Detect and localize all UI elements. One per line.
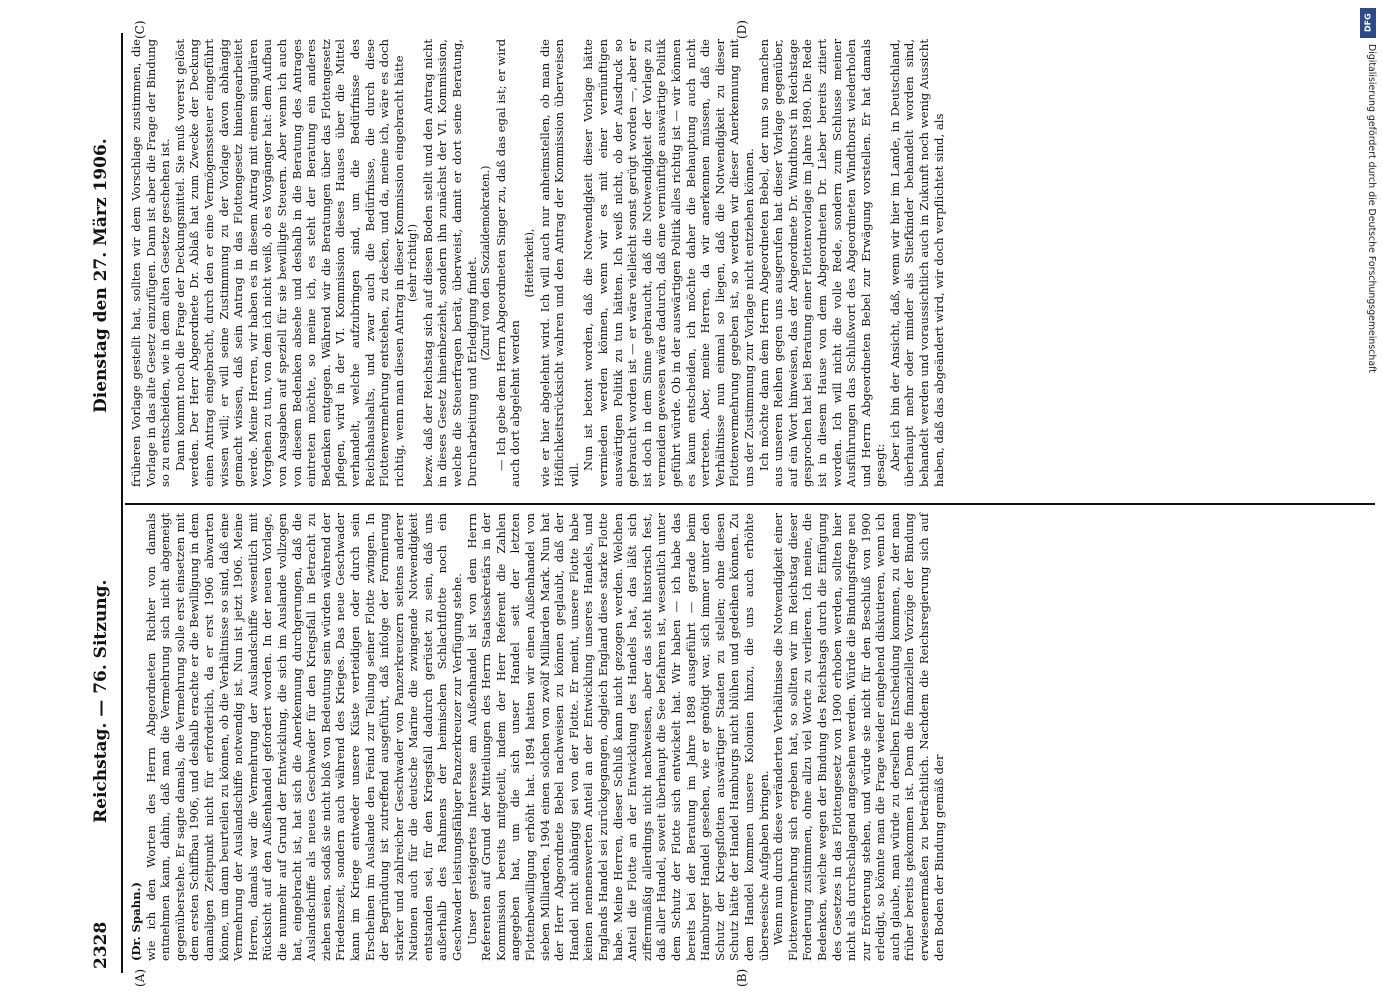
- right-paragraph: — Ich gebe dem Herrn Abgeordneten Singer zu, daß das egal ist; er wird auch dort abgelehnt werden: [493, 39, 523, 487]
- interjection: (Heiterkeit),: [523, 228, 537, 298]
- right-paragraph: wie er hier abgelehnt wird. Ich will auch nur anheimstellen, ob man die Höflichkeitsrücksicht wahren und den Antrag der Kommission überweisen will.: [537, 39, 581, 487]
- left-paragraph: Wenn nun durch diese veränderten Verhältnisse die Notwendigkeit einer Flottenvermehrung sich ergeben hat, so sollten wir im Reichstag dieser Forderung zustimmen, ohne allzu viel Worte zu verlieren. Ich meine, die Bedenken, welche wegen der Bindung des Reichstags durch die Einfügung des Gesetzes in das Flottengesetz von 1900 erhoben werden, sollten hier nicht als durchschlagend angesehen werden. Würde die Bindungsfrage neu zur Erörterung stehen, und würde sie nicht für den Beschluß von 1900 erledigt, so könnte man die Frage wieder eingehend diskutieren, wenn ich auch glaube, man würde zu derselben Entscheidung kommen, zu der man früher bereits gekommen ist. Denn die finanziellen Vorzüge der Bindung erwiesenermaßen zu beträchtlich. Nachdem die Reichsregierung sich auf den Boden der Bindung gemäß der: [771, 513, 946, 961]
- speaker-label: (Dr. Spahn.): [129, 881, 143, 961]
- dfg-logo: DFG: [1360, 8, 1376, 38]
- right-column: [129, 39, 946, 487]
- interjection: (Zuruf von den Sozialdemokraten.): [479, 165, 493, 361]
- margin-mark-d: (D): [735, 20, 749, 39]
- left-column: [129, 513, 946, 961]
- page-header: [85, 33, 123, 973]
- right-paragraph: bezw. daß der Reichstag sich auf diesen Boden stellt und den Antrag nicht in dieses Gesetz hineinbezieht, sondern ihn zunächst der VI. Kommission, welche die Steuerfragen berät, überweist, damit er dort seine Beratung, Durcharbeitung und Erledigung findet.: [420, 39, 479, 487]
- left-paragraph: Unser gesteigertes Interesse am Außenhandel ist von dem Herrn Referenten auf Grund der Mitteilungen des Herrn Staatssekretärs in der Kommission bereits mitgeteilt, indem der Herr Referent die Zahlen angegeben hat, um die sich unser Handel seit der letzten Flottenbewilligung erhöht hat. 1894 hatten wir einen Außenhandel von sieben Milliarden, 1904 einen solchen von zwölf Milliarden Mark. Nun hat der Herr Abgeordnete Bebel nachweisen zu können geglaubt, daß der Handel nicht abhängig sei von der Flotte. Er meint, unsere Flotte habe keinen nennenswerten Anteil an der Entwicklung unseres Handels, und Englands Handel sei zurückgegangen, obgleich England diese starke Flotte habe. Meine Herren, dieser Schluß kann nicht gezogen werden. Welchen Anteil die Flotte an der Entwicklung des Handels hat, das läßt sich ziffernmäßig allerdings nicht nachweisen, aber das steht historisch fest, daß aller Handel, soweit überhaupt die See befahren ist, wesentlich unter dem Schutz der Flotte sich entwickelt hat. Wir haben — ich habe das bereits bei der Beratung im Jahre 1898 ausgeführt — gerade beim Hamburger Handel gesehen, wie er genötigt war, sich immer unter den Schutz der Kriegsflotten auswärtiger Staaten zu stellen; ohne diesen Schutz hätte der Handel Hamburgs nicht blühen und gedeihen können. Zu dem Handel kommen unsere Kolonien hinzu, die uns auch erhöhte überseeische Aufgaben bringen.: [464, 513, 771, 961]
- right-paragraph: früheren Vorlage gestellt hat, sollten wir dem Vorschlage zustimmen, die Vorlage in das alte Gesetz einzufügen. Dann ist aber die Frage der Bindung so zu entscheiden, wie in dem alten Gesetze geschehen ist.: [129, 39, 173, 487]
- right-paragraph: Ich möchte dann dem Herrn Abgeordneten Bebel, der nun so manchen aus unseren Reihen gegen uns ausgerufen hat dieser Vorlage gegenüber, auf ein Wort hinweisen, das der Abgeordnete Dr. Windthorst in Reichstage gesprochen hat bei Beratung einer Flottenvorlage im Jahre 1890. Die Rede ist in diesem Hause von dem Abgeordneten Dr. Lieber bereits zitiert worden. Ich will nicht die volle Rede, sondern zum Schlusse meiner Ausführungen das Schlußwort des Abgeordneten Windthorst wiederholen und Herrn Abgeordneten Bebel zur Erwägung vorstellen. Er hat damals gesagt:: [756, 39, 888, 487]
- column-divider: [125, 504, 1375, 506]
- margin-mark-b: (B): [735, 968, 749, 987]
- digitization-credit: Digitalisierung gefördert durch die Deutsche Forschungsgemeinschaft: [1366, 44, 1377, 373]
- left-paragraph: wie ich den Worten des Herrn Abgeordneten Richter von damals entnehmen kann, dahin, daß man die Vermehrung sich nicht abgeneigt gegenüberstehe. Er sagte damals, die Vermehrung solle erst einsetzen mit dem ersten Schiffbau 1906, und deshalb erachte er die Bewilligung in dem damaligen Zeitpunkt nicht für erforderlich, da er erst 1906 abwarten könne, um dann beurteilen zu können, ob die Verhältnisse so sind, daß eine Vermehrung der Auslandschiffe notwendig ist. Nun ist jetzt 1906. Meine Herren, damals war die Vermehrung der Auslandschiffe wesentlich mit Rücksicht auf den Außenhandel gefordert worden. In der neuen Vorlage, die nunmehr auf Grund der Entwicklung, die sich im Auslande vollzogen hat, eingebracht ist, hat sich die Anerkennung durchgerungen, daß die Auslandschiffe als neues Geschwader für den Kriegsfall in Betracht zu ziehen seien, sodaß sie nicht bloß von Bedeutung sein würden während der Friedenszeit, sondern auch während des Krieges. Das neue Geschwader kann im Kriege entweder unsere Küste verteidigen oder durch sein Erscheinen im Auslande den Feind zur Teilung seiner Flotte zwingen. In der Begründung ist zutreffend ausgeführt, daß infolge der Formierung starker und zahlreicher Geschwader von Panzerkreuzern seitens anderer Nationen auch für die deutsche Marine die zwingende Notwendigkeit entstanden sei, für den Kriegsfall dadurch gerüstet zu sein, daß uns außerhalb des Rahmens der heimischen Schlachtflotte noch ein Geschwader leistungsfähiger Panzerkreuzer zur Verfügung stehe.: [143, 513, 465, 961]
- header-right-title: Dienstag den 27. März 1906.: [91, 138, 111, 413]
- page-number: 2328: [91, 921, 111, 969]
- quotation: Aber ich bin der Ansicht, daß, wenn wir hier im Lande, in Deutschland, überhaupt mehr oder minder als Stiefkinder behandelt worden sind, behandelt werden und voraussichtlich auch in Zukunft noch wenig Aussicht haben, daß das abgeändert wird, wir doch verpflichtet sind, als: [887, 39, 946, 487]
- right-paragraph: Nun ist betont worden, daß die Notwendigkeit dieser Vorlage hätte vermieden werden können, wenn wir es mit einer vernünftigen auswärtigen Politik zu tun hätten. Ich weiß nicht, ob der Ausdruck so gebraucht worden ist — er wäre vielleicht sonst gerügt worden —, aber er ist doch in dem Sinne gebraucht, daß die Notwendigkeit der Vorlage zu vermeiden gewesen wäre dadurch, daß eine vernünftige auswärtige Politik geführt würde. Ob in der auswärtigen Politik alles richtig ist — wir können es kaum entscheiden, ich möchte daher die Behauptung auch nicht vertreten. Aber, meine Herren, da wir anerkennen müssen, daß die Verhältnisse nun einmal so liegen, daß die Notwendigkeit zu dieser Flottenvermehrung gegeben ist, so werden wir dieser Anerkennung mit uns der Zustimmung zur Vorlage nicht entziehen können.: [581, 39, 756, 487]
- right-paragraph: Dann kommt noch die Frage der Deckungsmittel. Sie muß vorerst gelöst werden. Der Herr Abgeordnete Dr. Ablaß hat zum Zwecke der Deckung einen Antrag eingebracht, durch den er eine Vermögenssteuer eingeführt wissen will; er will seine Zustimmung zu der Vorlage davon abhängig gemacht wissen, daß sein Antrag in das Flottengesetz hineingearbeitet werde. Meine Herren, wir haben es in diesem Antrag mit einem singulären Vorgehen zu tun, von dem ich nicht weiß, ob es Vorgänger hat: dem Aufbau von Ausgaben auf speziell für sie bewilligte Steuern. Aber wenn ich auch von diesem Bedenken absehe und deshalb in die Beratung des Antrages eintreten möchte, so meine ich, es steht der Beratung ein anderes Bedenken entgegen. Während wir die Beratungen über das Flottengesetz pflegen, wird in der VI. Kommission dieses Hauses über die Mittel verhandelt, welche aufzubringen sind, um die Bedürfnisse des Reichshaushalts, und zwar auch die Bedürfnisse, die durch diese Flottenvermehrung entstehen, zu decken, und da, meine ich, wäre es doch richtig, wenn man diesen Antrag in dieser Kommission eingebracht hätte: [172, 39, 406, 487]
- header-left-title: Reichstag. — 76. Sitzung.: [91, 579, 111, 823]
- margin-mark-a: (A): [133, 968, 147, 987]
- interjection: (sehr richtig!): [406, 224, 420, 302]
- margin-mark-c: (C): [133, 20, 147, 39]
